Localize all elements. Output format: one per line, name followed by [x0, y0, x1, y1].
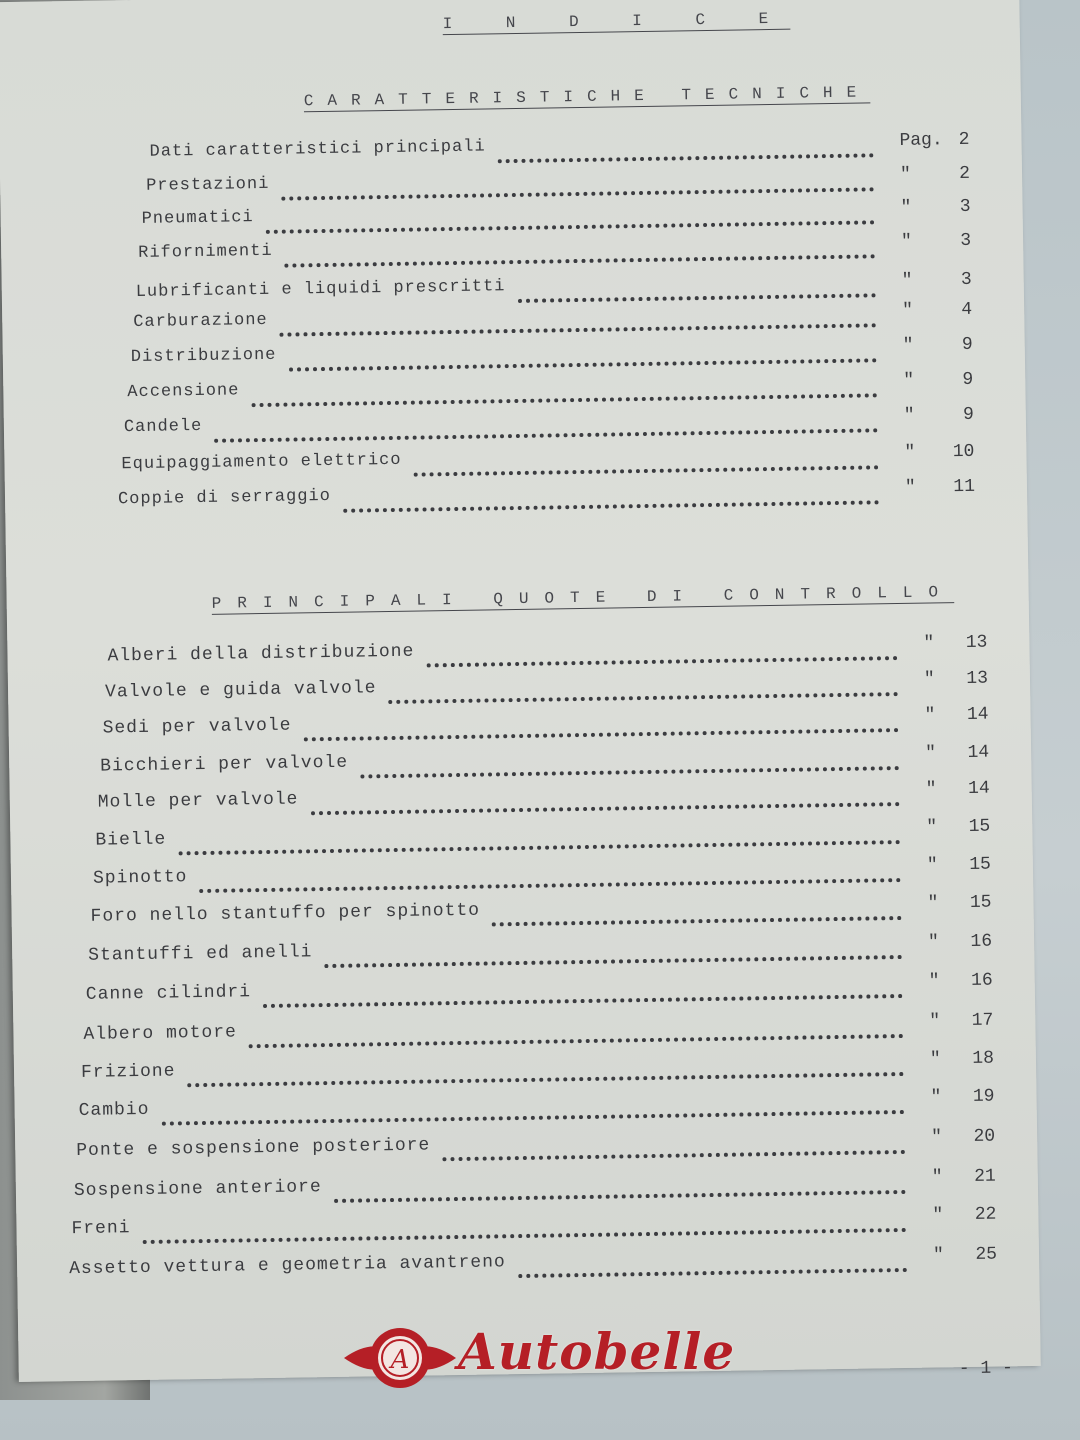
- dot-leader: [248, 1014, 903, 1048]
- toc-entry-page: 15: [969, 892, 992, 913]
- toc-entry-page: 15: [969, 854, 992, 875]
- dot-leader: [426, 636, 897, 667]
- dot-leader: [251, 373, 877, 407]
- dot-leader: [214, 408, 878, 442]
- toc-entry-label: Cambio: [78, 1099, 150, 1121]
- toc-entry-label: Coppie di serraggio: [117, 486, 332, 510]
- toc-entry-page: 16: [970, 931, 993, 952]
- dot-leader: [343, 480, 879, 512]
- toc-entry-ditto: Pag.: [899, 130, 943, 151]
- toc-entry-page: 2: [959, 163, 971, 185]
- section-heading-technical: CARATTERISTICHE TECNICHE: [303, 83, 871, 111]
- toc-entry-ditto: ": [904, 442, 916, 463]
- toc-entry-ditto: ": [924, 743, 937, 764]
- dot-leader: [199, 858, 901, 893]
- toc-entry-label: Bicchieri per valvole: [100, 752, 349, 777]
- dot-leader: [518, 1248, 907, 1278]
- page-number: - 1 -: [958, 1358, 1013, 1380]
- toc-entry: [12, 931, 1034, 977]
- toc-entry-ditto: ": [901, 270, 913, 291]
- toc-entry-label: Stantuffi ed anelli: [88, 942, 313, 966]
- autobelle-wordmark: Autobelle: [458, 1322, 736, 1381]
- toc-entry-ditto: ": [926, 855, 938, 876]
- dot-leader: [518, 273, 876, 303]
- toc-entry-label: Carburazione: [133, 310, 268, 333]
- toc-entry-label: Rifornimenti: [138, 241, 273, 263]
- toc-entry-label: Accensione: [127, 381, 240, 403]
- toc-entry-page: 15: [968, 816, 991, 837]
- dot-leader: [388, 672, 898, 704]
- toc-entry-label: Spinotto: [92, 867, 188, 889]
- toc-entry-ditto: ": [925, 779, 937, 800]
- toc-entry: [16, 1166, 1038, 1212]
- dot-leader: [324, 935, 902, 968]
- toc-entry-label: Canne cilindri: [85, 982, 252, 1005]
- toc-entry-label: Sedi per valvole: [102, 715, 292, 739]
- dot-leader: [303, 708, 898, 741]
- toc-entry: [13, 1010, 1035, 1056]
- toc-entry-page: 20: [973, 1126, 996, 1147]
- toc-entry-label: Albero motore: [83, 1022, 238, 1045]
- toc-entry-page: 13: [965, 632, 988, 653]
- toc-entry-label: Foro nello stantuffo per spinotto: [90, 900, 481, 927]
- dot-leader: [187, 1052, 904, 1087]
- toc-entry-page: 21: [974, 1166, 996, 1187]
- toc-entry: [11, 892, 1033, 938]
- toc-entry-label: Assetto vettura e geometria avantreno: [68, 1252, 506, 1280]
- toc-entry: [10, 816, 1032, 862]
- dot-leader: [162, 1090, 905, 1126]
- toc-entry-label: Candele: [123, 416, 203, 438]
- toc-entry: [11, 854, 1033, 900]
- toc-entry-page: 18: [972, 1048, 995, 1069]
- toc-entry-ditto: ": [923, 633, 935, 654]
- toc-entry-ditto: ": [931, 1127, 943, 1148]
- toc-entry-page: 13: [966, 668, 989, 689]
- toc-entry: [16, 1204, 1038, 1250]
- toc-entry-ditto: ": [929, 1049, 941, 1070]
- dot-leader: [178, 820, 900, 855]
- toc-entry-label: Sospensione anteriore: [73, 1177, 322, 1202]
- toc-entry-page: 3: [960, 269, 972, 291]
- emblem-letter: A: [390, 1345, 410, 1375]
- toc-entry-ditto: ": [903, 405, 915, 426]
- toc-entry-page: 14: [966, 704, 989, 725]
- dot-leader: [266, 200, 875, 234]
- toc-entry-ditto: ": [927, 893, 939, 914]
- toc-entry-label: Distribuzione: [130, 345, 277, 368]
- toc-entry-label: Alberi della distribuzione: [107, 641, 415, 667]
- toc-entry-label: Valvole e guida valvole: [104, 678, 377, 703]
- toc-entry-ditto: ": [930, 1087, 942, 1108]
- toc-entry-label: Molle per valvole: [97, 789, 299, 813]
- toc-entry-page: 22: [974, 1204, 997, 1225]
- toc-entry-page: 9: [962, 404, 974, 425]
- toc-entry: [15, 1126, 1037, 1172]
- toc-entry-page: 25: [975, 1244, 998, 1265]
- dot-leader: [442, 1130, 905, 1161]
- toc-entry-ditto: ": [900, 231, 913, 252]
- toc-entry-page: 17: [971, 1010, 994, 1031]
- toc-entry-ditto: ": [899, 164, 912, 185]
- toc-entry-page: 14: [967, 742, 990, 763]
- toc-entry-ditto: ": [902, 335, 914, 356]
- toc-entry-ditto: ": [923, 669, 935, 690]
- toc-entry-page: 9: [962, 369, 974, 390]
- dot-leader: [279, 303, 876, 336]
- dot-leader: [413, 445, 878, 476]
- toc-entry: [13, 970, 1035, 1016]
- toc-entry-page: 4: [961, 299, 973, 321]
- toc-entry-ditto: ": [903, 370, 915, 391]
- toc-entry-ditto: ": [928, 971, 940, 992]
- toc-entry-label: Dati caratteristici principali: [149, 137, 486, 162]
- dot-leader: [284, 234, 875, 267]
- toc-entry-label: Equipaggiamento elettrico: [121, 450, 402, 475]
- dot-leader: [263, 974, 903, 1008]
- toc-entry-label: Frizione: [80, 1061, 176, 1083]
- autobelle-logo: [340, 1318, 760, 1398]
- toc-entry-ditto: ": [932, 1205, 944, 1226]
- toc-entry-label: Pneumatici: [141, 208, 254, 229]
- toc-entry-label: Ponte e sospensione posteriore: [76, 1135, 431, 1162]
- toc-entry-ditto: ": [904, 477, 916, 498]
- dot-leader: [142, 1208, 906, 1244]
- toc-entry-label: Prestazioni: [145, 174, 270, 196]
- dot-leader: [497, 133, 873, 163]
- toc-entry-page: 3: [960, 230, 972, 252]
- toc-entry: [17, 1244, 1039, 1290]
- toc-entry-page: 16: [970, 970, 993, 991]
- toc-entry-page: 2: [958, 129, 970, 151]
- toc-entry-page: 9: [961, 334, 973, 355]
- toc-entry-ditto: ": [932, 1245, 944, 1266]
- toc-entry-label: Freni: [71, 1218, 131, 1240]
- toc-entry-page: 11: [953, 476, 976, 498]
- toc-entry-page: 10: [952, 441, 975, 463]
- toc-entry-label: Bielle: [95, 829, 167, 851]
- toc-entry-page: 3: [959, 196, 971, 218]
- toc-entry-ditto: ": [929, 1011, 941, 1032]
- dot-leader: [281, 167, 874, 200]
- dot-leader: [289, 338, 877, 371]
- toc-entry-ditto: ": [924, 705, 936, 726]
- toc-entry-ditto: ": [927, 932, 940, 953]
- dot-leader: [311, 782, 900, 815]
- dot-leader: [491, 896, 901, 926]
- toc-entry-ditto: ": [931, 1167, 943, 1188]
- dot-leader: [360, 746, 899, 778]
- section-heading-controls: PRINCIPALI QUOTE DI CONTROLLO: [211, 583, 955, 613]
- toc-entry-page: 14: [967, 778, 990, 799]
- toc-entry-ditto: ": [900, 197, 912, 218]
- autobelle-emblem-icon: [340, 1318, 460, 1398]
- index-title: I N D I C E: [442, 9, 791, 34]
- toc-entry: [14, 1048, 1036, 1094]
- toc-entry-ditto: ": [902, 300, 914, 321]
- toc-entry-page: 19: [972, 1086, 995, 1107]
- toc-entry-ditto: ": [926, 817, 938, 838]
- toc-entry: [15, 1086, 1037, 1132]
- dot-leader: [334, 1170, 906, 1203]
- toc-entry-label: Lubrificanti e liquidi prescritti: [135, 277, 506, 302]
